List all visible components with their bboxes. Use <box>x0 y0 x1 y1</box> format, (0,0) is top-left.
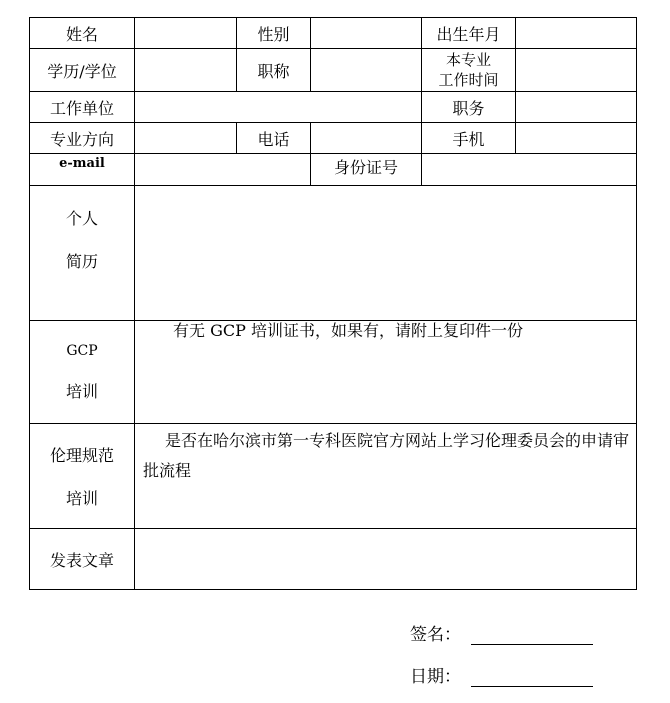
date-label: 日期： <box>410 667 461 687</box>
employer-field[interactable] <box>135 92 422 123</box>
birth-date-field[interactable] <box>516 18 637 49</box>
degree-label: 学历/学位 <box>30 49 135 92</box>
gcp-label-line1: GCP <box>66 342 98 359</box>
resume-field[interactable] <box>135 186 637 321</box>
professional-title-label: 职称 <box>237 49 311 92</box>
name-field[interactable] <box>135 18 237 49</box>
phone-label: 电话 <box>237 123 311 154</box>
gender-field[interactable] <box>311 18 422 49</box>
signature-line[interactable] <box>471 626 593 645</box>
work-years-label-line2: 工作时间 <box>438 71 499 89</box>
application-form-table <box>29 17 637 590</box>
ethics-label-line2: 培训 <box>65 489 98 508</box>
date-line[interactable] <box>471 668 593 687</box>
email-label: e-mail <box>30 154 135 186</box>
ethics-training-field[interactable] <box>135 424 637 529</box>
mobile-label: 手机 <box>422 123 516 154</box>
publications-label: 发表文章 <box>30 529 135 590</box>
id-number-field[interactable] <box>422 154 637 186</box>
gcp-label-line2: 培训 <box>65 381 98 401</box>
ethics-training-note: 是否在哈尔滨市第一专科医院官方网站上学习伦理委员会的申请审批流程 <box>143 431 630 480</box>
degree-field[interactable] <box>135 49 237 92</box>
ethics-label-line1: 伦理规范 <box>49 446 114 465</box>
ethics-training-label <box>30 424 135 529</box>
id-number-label: 身份证号 <box>311 154 422 186</box>
work-years-label-line1: 本专业 <box>445 51 491 69</box>
phone-field[interactable] <box>311 123 422 154</box>
professional-title-field[interactable] <box>311 49 422 92</box>
mobile-field[interactable] <box>516 123 637 154</box>
position-field[interactable] <box>516 92 637 123</box>
gcp-training-field[interactable] <box>135 321 637 424</box>
specialty-field[interactable] <box>135 123 237 154</box>
birth-date-label: 出生年月 <box>422 18 516 49</box>
signature-label: 签名： <box>410 625 461 645</box>
resume-label-line1: 个人 <box>65 209 98 228</box>
gcp-training-note: 有无 GCP 培训证书，如果有，请附上复印件一份 <box>173 321 523 340</box>
email-field[interactable] <box>135 154 311 186</box>
gcp-training-label <box>30 321 135 424</box>
gender-label: 性别 <box>237 18 311 49</box>
work-years-label <box>422 49 516 92</box>
specialty-label: 专业方向 <box>30 123 135 154</box>
work-years-field[interactable] <box>516 49 637 92</box>
resume-label <box>30 186 135 321</box>
publications-field[interactable] <box>135 529 637 590</box>
name-label: 姓名 <box>30 18 135 49</box>
signature-row <box>410 620 593 645</box>
resume-label-line2: 简历 <box>65 252 98 271</box>
employer-label: 工作单位 <box>30 92 135 123</box>
date-row <box>410 662 593 687</box>
position-label: 职务 <box>422 92 516 123</box>
